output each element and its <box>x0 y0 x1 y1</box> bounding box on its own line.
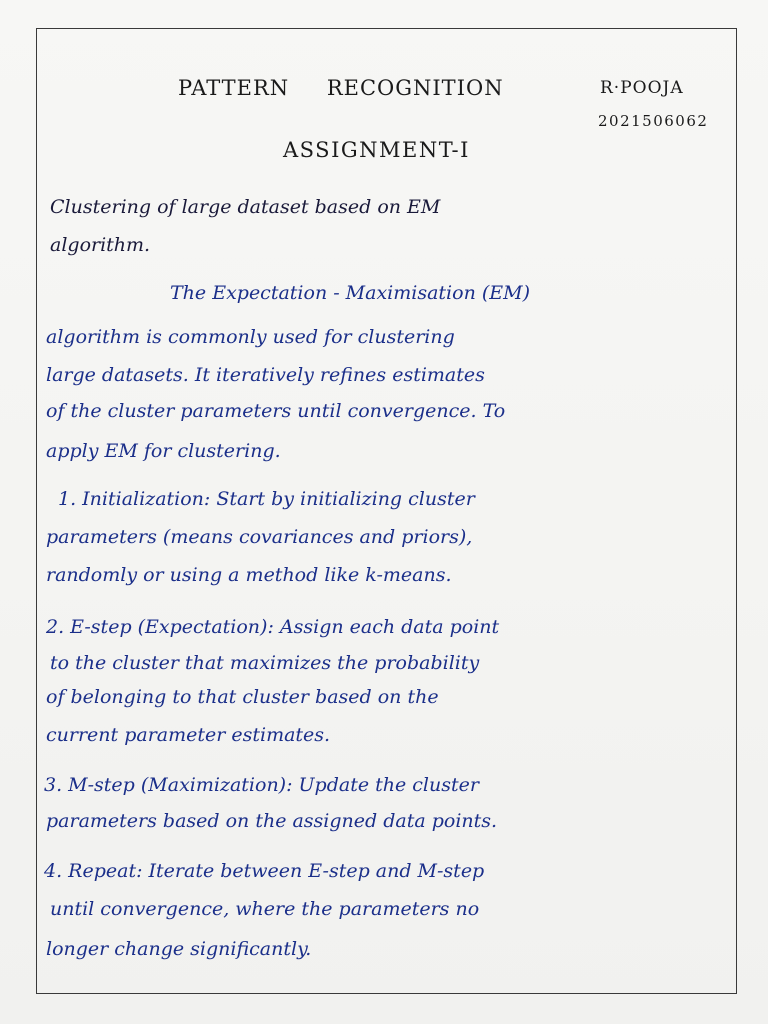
list-item-line: parameters based on the assigned data points. <box>46 810 498 832</box>
list-item-line: randomly or using a method like k-means. <box>46 564 452 586</box>
list-item-line: 2. E-step (Expectation): Assign each data point <box>46 616 500 638</box>
list-item-line: until convergence, where the parameters no <box>50 898 480 920</box>
list-item-line: of belonging to that cluster based on the <box>46 686 439 708</box>
topic-line: Clustering of large dataset based on EM <box>50 196 441 218</box>
paragraph-line: The Expectation - Maximisation (EM) <box>170 282 530 304</box>
roll-number: 2021506062 <box>598 112 709 130</box>
paragraph-line: large datasets. It iteratively refines estimates <box>46 364 485 386</box>
paragraph-line: of the cluster parameters until convergence. To <box>46 400 506 422</box>
list-item-line: 1. Initialization: Start by initializing cluster <box>58 488 475 510</box>
list-item-line: current parameter estimates. <box>46 724 331 746</box>
student-name: R·POOJA <box>600 78 684 98</box>
topic-line: algorithm. <box>50 234 151 256</box>
list-item-line: to the cluster that maximizes the probability <box>50 652 480 674</box>
list-item-line: longer change significantly. <box>46 938 312 960</box>
page-border <box>36 28 737 994</box>
assignment-title: ASSIGNMENT-I <box>283 138 470 162</box>
paragraph-line: algorithm is commonly used for clustering <box>46 326 455 348</box>
list-item-line: 3. M-step (Maximization): Update the cluster <box>44 774 479 796</box>
list-item-line: 4. Repeat: Iterate between E-step and M-step <box>44 860 485 882</box>
course-title: PATTERN RECOGNITION <box>178 76 504 100</box>
list-item-line: parameters (means covariances and priors), <box>46 526 473 548</box>
paragraph-line: apply EM for clustering. <box>46 440 281 462</box>
